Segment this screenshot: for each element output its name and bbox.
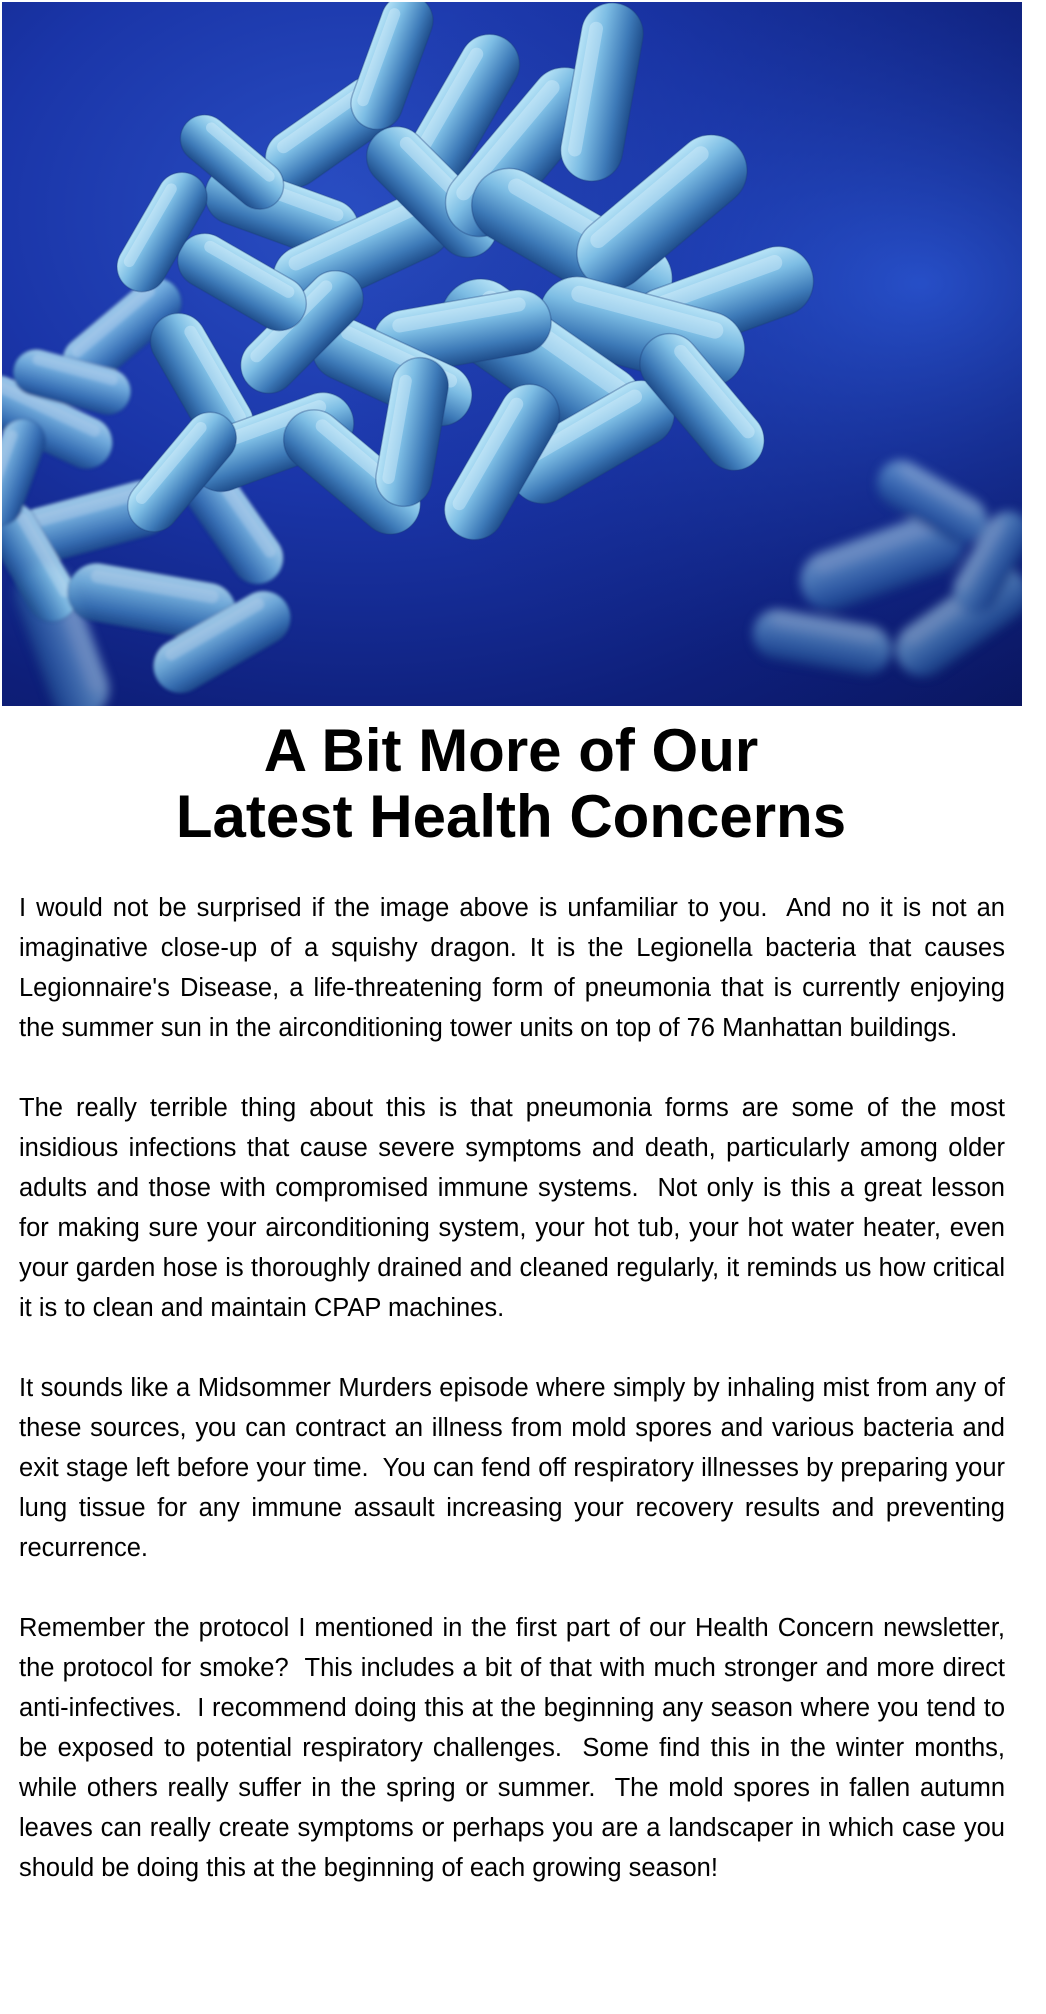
- title-line-2: Latest Health Concerns: [175, 783, 847, 850]
- legionella-bacteria-image: [2, 2, 1022, 706]
- bacteria-illustration: [2, 2, 1022, 706]
- article-body: [19, 888, 1013, 1928]
- page-title: [0, 718, 1022, 850]
- paragraph-pneumonia: The really terrible thing about this is that pneumonia forms are some of the most insidious infections that cause severe symptoms and death, particularly among older adults and those with compromised immune systems. Not only is this a great lesson for making sure your airconditioning system, your hot tub, your hot water heater, even your garden hose is thoroughly drained and cleaned regularly, it reminds us how critical it is to clean and maintain CPAP machines.: [19, 1094, 1013, 1322]
- paragraph-sources: It sounds like a Midsommer Murders episode where simply by inhaling mist from any of these sources, you can contract an illness from mold spores and various bacteria and exit stage left before your time. You can fend off respiratory illnesses by preparing your lung tissue for any immune assault increasing your recovery results and preventing recurrence.: [19, 1374, 1013, 1562]
- paragraph-intro: I would not be surprised if the image above is unfamiliar to you. And no it is not an imaginative close-up of a squishy dragon. It is the Legionella bacteria that causes Legionnaire's Disease, a life-threatening form of pneumonia that is currently enjoying the summer sun in the airconditioning tower units on top of 76 Manhattan buildings.: [19, 894, 1013, 1042]
- paragraph-protocol: Remember the protocol I mentioned in the first part of our Health Concern newsletter, the protocol for smoke? This includes a bit of that with much stronger and more direct anti-infectives. I recommend doing this at the beginning any season where you tend to be exposed to potential respiratory challenges. Some find this in the winter months, while others really suffer in the spring or summer. The mold spores in fallen autumn leaves can really create symptoms or perhaps you are a landscaper in which case you should be doing this at the beginning of each growing season!: [19, 1614, 1013, 1882]
- title-line-1: A Bit More of Our: [263, 717, 759, 784]
